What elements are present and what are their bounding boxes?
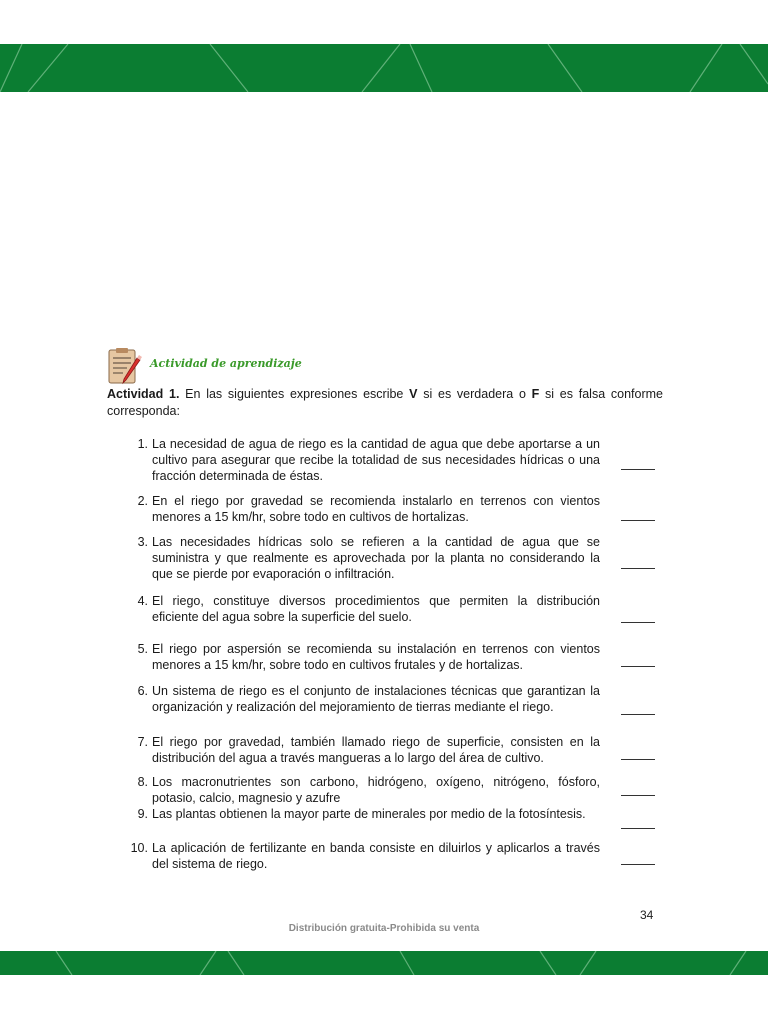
answer-blank[interactable] [621, 795, 655, 796]
activity-header [106, 346, 302, 386]
false-letter: F [531, 387, 540, 401]
instruction-text: si es falsa conforme corresponda: [107, 387, 663, 418]
item-number: 3. [137, 535, 148, 549]
bottom-band-fill [0, 951, 768, 975]
answer-blank[interactable] [621, 520, 655, 521]
bottom-green-band [0, 951, 768, 975]
item-number: 8. [137, 775, 148, 789]
activity-label: Actividad 1. [107, 387, 180, 401]
clipboard-pencil-icon [106, 346, 146, 386]
activity-instruction [107, 386, 663, 420]
answer-blank[interactable] [621, 828, 655, 829]
item-text: Los macronutrientes son carbono, hidrógeno, oxígeno, nitrógeno, fósforo, potasio, calcio, magnesio y azufre [152, 775, 600, 805]
item-text: La aplicación de fertilizante en banda consiste en diluirlos y aplicarlos a través del sistema de riego. [152, 841, 600, 871]
top-green-band [0, 44, 768, 92]
item-text: Las plantas obtienen la mayor parte de minerales por medio de la fotosíntesis. [152, 807, 586, 821]
answer-blank[interactable] [621, 469, 655, 470]
answer-blank[interactable] [621, 714, 655, 715]
item-text: Un sistema de riego es el conjunto de instalaciones técnicas que garantizan la organización y realización del mejoramiento de tierras mediante el riego. [152, 684, 600, 714]
item-text: El riego por aspersión se recomienda su instalación en terrenos con vientos menores a 15 km/hr, sobre todo en cultivos frutales y de hortalizas. [152, 642, 600, 672]
item-number: 7. [137, 735, 148, 749]
item-number: 1. [137, 437, 148, 451]
footer-notice: Distribución gratuita-Prohibida su venta [288, 923, 480, 934]
answer-blank[interactable] [621, 622, 655, 623]
item-number: 10. [130, 841, 148, 855]
instruction-text: En las siguientes expresiones escribe [179, 387, 410, 401]
item-text: Las necesidades hídricas solo se refieren a la cantidad de agua que se suministra y que realmente es aprovechada por la planta no considerando la que se pierde por evaporación o infiltración. [152, 535, 600, 581]
instruction-text: si es verdadera o [417, 387, 532, 401]
answer-blank[interactable] [621, 666, 655, 667]
answer-blank[interactable] [621, 864, 655, 865]
item-number: 2. [137, 494, 148, 508]
item-number: 5. [137, 642, 148, 656]
item-number: 9. [137, 807, 148, 821]
item-text: El riego por gravedad, también llamado riego de superficie, consisten en la distribución del agua a través mangueras a lo largo del área de cultivo. [152, 735, 600, 765]
answer-blank[interactable] [621, 759, 655, 760]
item-text: La necesidad de agua de riego es la cantidad de agua que debe aportarse a un cultivo para asegurar que recibe la totalidad de sus necesidades hídricas o una fracción determinada de éstas. [152, 437, 600, 483]
item-number: 4. [137, 594, 148, 608]
activity-title: Actividad de aprendizaje [150, 356, 302, 370]
page-number: 34 [640, 908, 654, 922]
top-band-fill [0, 44, 768, 92]
answer-blank[interactable] [621, 568, 655, 569]
true-letter: V [409, 387, 418, 401]
item-number: 6. [137, 684, 148, 698]
item-text: El riego, constituye diversos procedimientos que permiten la distribución eficiente del agua sobre la superficie del suelo. [152, 594, 600, 624]
item-text: En el riego por gravedad se recomienda instalarlo en terrenos con vientos menores a 15 km/hr, sobre todo en cultivos de hortalizas. [152, 494, 600, 524]
